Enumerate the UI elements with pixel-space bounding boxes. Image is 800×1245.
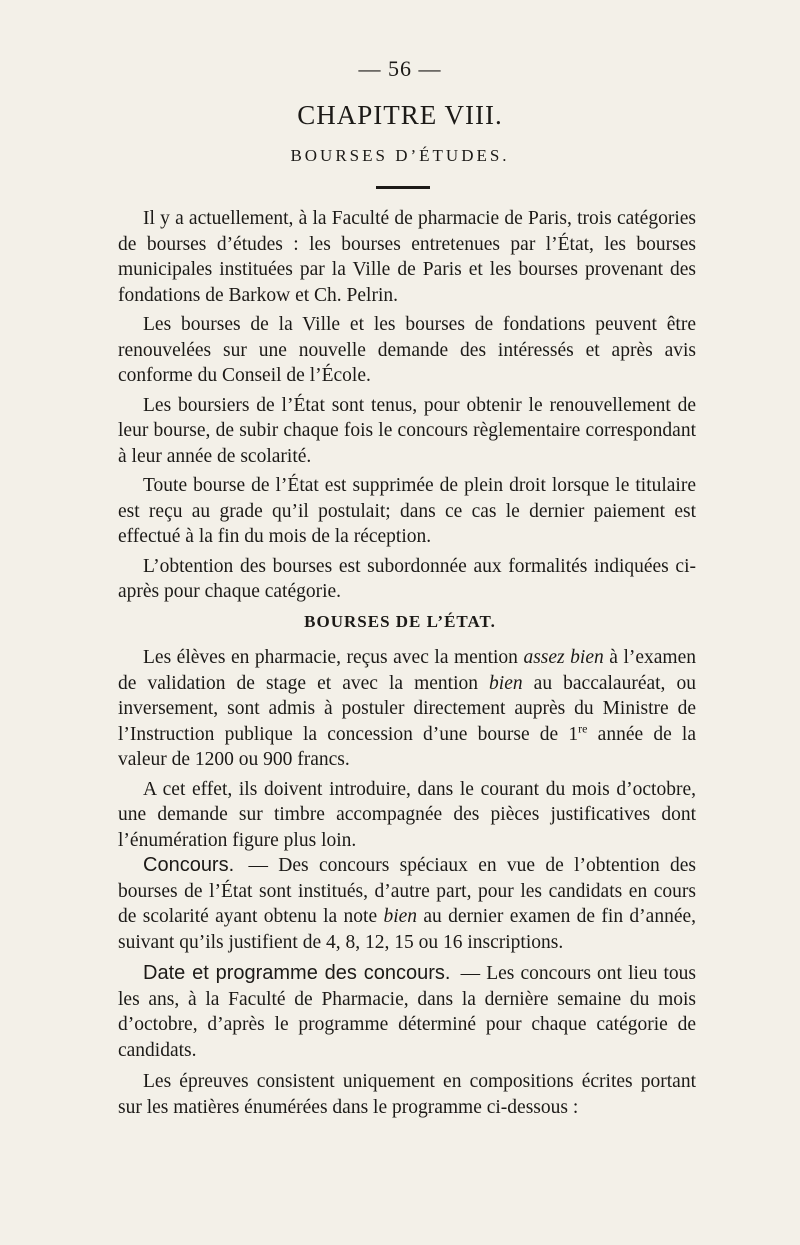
programme-lead: Date et programme des concours. [143, 962, 451, 984]
concours-lead: Concours. [143, 854, 235, 876]
intro-section [118, 206, 696, 609]
programme-dash: — [460, 963, 481, 984]
concours-paragraph [118, 853, 696, 955]
programme-paragraph [118, 961, 696, 1063]
programme-text: Les concours ont lieu tous les ans, à la Faculté de Pharmacie, dans la dernière semaine du mois d’octobre, d’après le programme déterminé pour chaque catégorie de candidats. [118, 963, 696, 1061]
concours-dash: — [248, 855, 268, 876]
concours-text-b: au dernier examen de fin d’année, suivant qu’ils justifient de 4, 8, 12, 15 ou 16 inscriptions. [118, 906, 697, 953]
title-rule [376, 186, 430, 189]
state-p1-text-c: au baccalauréat, ou inversement, sont admis à postuler directement auprès du Ministre de l’Instruction publique la concession d’une bourse de 1 [118, 672, 696, 745]
chapter-title: CHAPITRE VIII. [297, 100, 503, 130]
state-p1-text-b: à l’examen de validation de stage et avec la mention [118, 647, 696, 694]
state-p1-superscript: re [578, 721, 588, 735]
state-paragraph-2: A cet effet, ils doivent introduire, dans le courant du mois d’octobre, une demande sur timbre accompagnée des pièces justificatives dont l’énumération figure plus loin. [118, 778, 696, 851]
concours-text-a: Des concours spéciaux en vue de l’obtention des bourses de l’État sont institués, d’autre part, pour les candidats en cours de scolarité ayant obtenu la note [118, 855, 697, 927]
intro-paragraph-3: Les boursiers de l’État sont tenus, pour obtenir le renouvellement de leur bourse, de subir chaque fois le concours règlementaire correspondant à leur année de scolarité. [118, 394, 696, 467]
section-heading: BOURSES DE L’ÉTAT. [304, 612, 496, 631]
page-number: — 56 — [358, 56, 442, 81]
intro-paragraph-4: Toute bourse de l’État est supprimée de plein droit lorsque le titulaire est reçu au grade qu’il postulait; dans ce cas le dernier paiement est effectué à la fin du mois de la réception. [118, 475, 696, 547]
concours-emphasis: bien [383, 906, 418, 927]
state-section [118, 645, 696, 857]
state-paragraph-1 [118, 645, 696, 773]
intro-paragraph-5: L’obtention des bourses est subordonnée aux formalités indiquées ci-après pour chaque catégorie. [118, 555, 696, 602]
epreuves-paragraph: Les épreuves consistent uniquement en compositions écrites portant sur les matières énumérées dans le programme ci-dessous : [118, 1071, 696, 1118]
chapter-subtitle: BOURSES D’ÉTUDES. [290, 146, 510, 165]
intro-paragraph-1: Il y a actuellement, à la Faculté de pharmacie de Paris, trois catégories de bourses d’études : les bourses entretenues par l’État, les bourses municipales instituées par la Ville de Paris et les bourses provenant des fondations de Barkow et Ch. Pelrin. [118, 208, 696, 306]
state-p1-text-d: année de la valeur de 1200 ou 900 francs. [118, 723, 696, 770]
state-p1-emphasis-1: assez bien [523, 647, 604, 668]
state-p1-emphasis-2: bien [489, 672, 523, 694]
intro-paragraph-2: Les bourses de la Ville et les bourses de fondations peuvent être renouvelées sur une nouvelle demande des intéressés et après avis conforme du Conseil de l’École. [118, 314, 696, 386]
state-p1-text-a: Les élèves en pharmacie, reçus avec la mention [143, 647, 524, 668]
concours-section [118, 853, 696, 1126]
